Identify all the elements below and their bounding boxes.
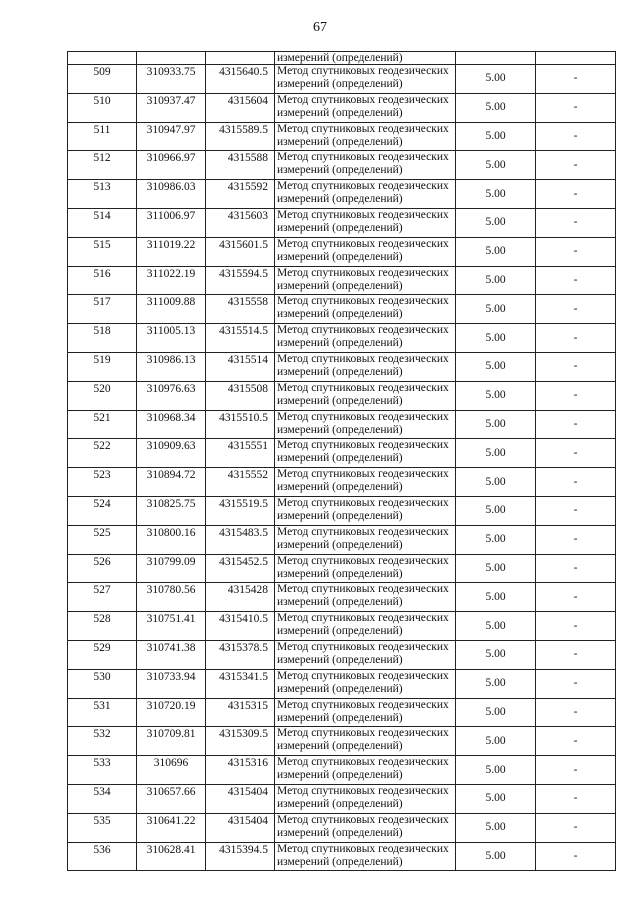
method-line-2: измерений (определений) [277, 711, 403, 724]
cell-accuracy: 5.00 [456, 554, 536, 583]
cell-accuracy: 5.00 [456, 122, 536, 151]
method-line-2: измерений (определений) [277, 365, 403, 378]
method-line-2: измерений (определений) [277, 481, 403, 494]
table-row [68, 266, 616, 295]
cell-x: 310709.81 [137, 727, 206, 756]
cell-y: 4315452.5 [206, 554, 275, 583]
cell-x: 310733.94 [137, 669, 206, 698]
cell-accuracy: 5.00 [456, 352, 536, 381]
method-line-1: Метод спутниковых геодезических [277, 122, 449, 135]
cell-x: 310986.03 [137, 180, 206, 209]
method-line-1: Метод спутниковых геодезических [277, 352, 449, 365]
cell-note: - [536, 468, 616, 497]
cell-method [275, 381, 456, 410]
method-line-1: Метод спутниковых геодезических [277, 669, 449, 682]
cell-num: 511 [68, 122, 137, 151]
cell-method [275, 813, 456, 842]
method-line-1: Метод спутниковых геодезических [277, 842, 449, 855]
table-row [68, 439, 616, 468]
method-line-1: Метод спутниковых геодезических [277, 468, 449, 481]
method-line-1: Метод спутниковых геодезических [277, 180, 449, 193]
cell-y: 4315404 [206, 813, 275, 842]
cell-method [275, 93, 456, 122]
cell-y: 4315558 [206, 295, 275, 324]
cell-x: 310741.38 [137, 640, 206, 669]
method-line-2: измерений (определений) [277, 164, 403, 177]
cell-num: 529 [68, 640, 137, 669]
cell-num: 509 [68, 65, 137, 94]
cell-num: 520 [68, 381, 137, 410]
cell-method [275, 583, 456, 612]
cell-y: 4315315 [206, 698, 275, 727]
cell-num: 526 [68, 554, 137, 583]
method-line-1: Метод спутниковых геодезических [277, 208, 449, 221]
cell-y: 4315601.5 [206, 237, 275, 266]
cell-x: 311009.88 [137, 295, 206, 324]
cell-accuracy: 5.00 [456, 698, 536, 727]
table-row [68, 122, 616, 151]
method-line-1: Метод спутниковых геодезических [277, 237, 449, 250]
cell-x: 310894.72 [137, 468, 206, 497]
cell-y: 4315428 [206, 583, 275, 612]
cell-accuracy: 5.00 [456, 237, 536, 266]
table-row [68, 669, 616, 698]
cell-y: 4315309.5 [206, 727, 275, 756]
method-line-2: измерений (определений) [277, 797, 403, 810]
cell-accuracy: 5.00 [456, 324, 536, 353]
table-row [68, 784, 616, 813]
cell-num: 510 [68, 93, 137, 122]
cell-method [275, 237, 456, 266]
cell-accuracy: 5.00 [456, 496, 536, 525]
cell-note: - [536, 352, 616, 381]
method-line-2: измерений (определений) [277, 653, 403, 666]
table-row [68, 583, 616, 612]
table-row [68, 842, 616, 871]
cell-num: 512 [68, 151, 137, 180]
method-line-1: Метод спутниковых геодезических [277, 151, 449, 164]
cell-method [275, 122, 456, 151]
method-line-2: измерений (определений) [277, 308, 403, 321]
method-line-2: измерений (определений) [277, 221, 403, 234]
cell-y: 4315508 [206, 381, 275, 410]
table-row [68, 554, 616, 583]
cell-note: - [536, 756, 616, 785]
cell-note: - [536, 784, 616, 813]
method-line-1: Метод спутниковых геодезических [277, 93, 449, 106]
cell-x: 310968.34 [137, 410, 206, 439]
cell-method [275, 612, 456, 641]
method-line-1: Метод спутниковых геодезических [277, 439, 449, 452]
cell-method [275, 669, 456, 698]
cell-note: - [536, 122, 616, 151]
table-row [68, 525, 616, 554]
cell-x: 310937.47 [137, 93, 206, 122]
method-line-1: Метод спутниковых геодезических [277, 727, 449, 740]
method-line-1: Метод спутниковых геодезических [277, 612, 449, 625]
cell-num: 525 [68, 525, 137, 554]
cell-note: - [536, 295, 616, 324]
table-row [68, 208, 616, 237]
cell-x: 310657.66 [137, 784, 206, 813]
cell-method [275, 727, 456, 756]
table-row-continuation [68, 52, 616, 65]
method-line-2: измерений (определений) [277, 250, 403, 263]
cell-accuracy: 5.00 [456, 208, 536, 237]
cell-y: 4315594.5 [206, 266, 275, 295]
table-row [68, 813, 616, 842]
cell-method [275, 208, 456, 237]
cell-x: 310986.13 [137, 352, 206, 381]
cell-num: 527 [68, 583, 137, 612]
cell-x: 311006.97 [137, 208, 206, 237]
cell-method [275, 410, 456, 439]
cell-note: - [536, 496, 616, 525]
cell-method: измерений (определений) [275, 52, 456, 65]
table-row [68, 180, 616, 209]
cell-x: 310800.16 [137, 525, 206, 554]
page-number: 67 [313, 20, 327, 35]
cell-x: 310799.09 [137, 554, 206, 583]
cell-y: 4315514 [206, 352, 275, 381]
cell-y: 4315514.5 [206, 324, 275, 353]
cell-y: 4315316 [206, 756, 275, 785]
cell-x: 311005.13 [137, 324, 206, 353]
cell-num: 514 [68, 208, 137, 237]
method-line-2: измерений (определений) [277, 423, 403, 436]
cell-y: 4315589.5 [206, 122, 275, 151]
table-row [68, 324, 616, 353]
cell-note: - [536, 151, 616, 180]
cell-note: - [536, 237, 616, 266]
cell-x: 310780.56 [137, 583, 206, 612]
cell-accuracy: 5.00 [456, 612, 536, 641]
cell-num: 535 [68, 813, 137, 842]
cell-num: 516 [68, 266, 137, 295]
method-line-2: измерений (определений) [277, 625, 403, 638]
cell-num: 515 [68, 237, 137, 266]
cell-x: 311019.22 [137, 237, 206, 266]
cell-accuracy: 5.00 [456, 727, 536, 756]
cell-method [275, 640, 456, 669]
cell-num: 533 [68, 756, 137, 785]
cell-num: 531 [68, 698, 137, 727]
cell-num: 513 [68, 180, 137, 209]
cell-accuracy: 5.00 [456, 410, 536, 439]
cell-num: 532 [68, 727, 137, 756]
table-row [68, 93, 616, 122]
method-line-1: Метод спутниковых геодезических [277, 525, 449, 538]
cell-num: 522 [68, 439, 137, 468]
cell-accuracy: 5.00 [456, 640, 536, 669]
table-row [68, 640, 616, 669]
cell-method [275, 439, 456, 468]
cell-note [536, 52, 616, 65]
cell-accuracy [456, 52, 536, 65]
cell-note: - [536, 439, 616, 468]
cell-x: 310628.41 [137, 842, 206, 871]
cell-method [275, 352, 456, 381]
method-line-1: Метод спутниковых геодезических [277, 784, 449, 797]
cell-method [275, 468, 456, 497]
cell-note: - [536, 266, 616, 295]
cell-note: - [536, 554, 616, 583]
method-line-2: измерений (определений) [277, 769, 403, 782]
method-line-1: Метод спутниковых геодезических [277, 381, 449, 394]
cell-x: 310966.97 [137, 151, 206, 180]
cell-accuracy: 5.00 [456, 756, 536, 785]
cell-y: 4315592 [206, 180, 275, 209]
table-row [68, 295, 616, 324]
table-row [68, 698, 616, 727]
cell-note: - [536, 525, 616, 554]
cell-accuracy: 5.00 [456, 93, 536, 122]
cell-accuracy: 5.00 [456, 525, 536, 554]
cell-num: 519 [68, 352, 137, 381]
cell-num: 534 [68, 784, 137, 813]
cell-note: - [536, 93, 616, 122]
cell-num [68, 52, 137, 65]
cell-num: 523 [68, 468, 137, 497]
method-line-2: измерений (определений) [277, 538, 403, 551]
cell-y: 4315410.5 [206, 612, 275, 641]
cell-method [275, 698, 456, 727]
cell-note: - [536, 640, 616, 669]
method-line-2: измерений (определений) [277, 596, 403, 609]
method-line-1: Метод спутниковых геодезических [277, 324, 449, 337]
cell-y: 4315341.5 [206, 669, 275, 698]
method-line-2: измерений (определений) [277, 279, 403, 292]
coordinates-table [67, 51, 616, 871]
method-line-2: измерений (определений) [277, 452, 403, 465]
table-row [68, 756, 616, 785]
cell-accuracy: 5.00 [456, 813, 536, 842]
cell-accuracy: 5.00 [456, 669, 536, 698]
cell-x [137, 52, 206, 65]
method-line-2: измерений (определений) [277, 394, 403, 407]
method-line-2: измерений (определений) [277, 509, 403, 522]
cell-method [275, 496, 456, 525]
cell-accuracy: 5.00 [456, 180, 536, 209]
cell-x: 310909.63 [137, 439, 206, 468]
cell-accuracy: 5.00 [456, 381, 536, 410]
cell-accuracy: 5.00 [456, 151, 536, 180]
cell-method [275, 65, 456, 94]
cell-note: - [536, 669, 616, 698]
cell-accuracy: 5.00 [456, 784, 536, 813]
cell-method [275, 554, 456, 583]
table-row [68, 612, 616, 641]
cell-x: 310976.63 [137, 381, 206, 410]
cell-x: 310825.75 [137, 496, 206, 525]
method-line-2: измерений (определений) [277, 826, 403, 839]
cell-x: 310933.75 [137, 65, 206, 94]
cell-num: 521 [68, 410, 137, 439]
cell-method [275, 784, 456, 813]
table-row [68, 151, 616, 180]
cell-x: 311022.19 [137, 266, 206, 295]
cell-note: - [536, 842, 616, 871]
cell-accuracy: 5.00 [456, 295, 536, 324]
cell-method [275, 756, 456, 785]
cell-num: 524 [68, 496, 137, 525]
cell-method [275, 525, 456, 554]
cell-method [275, 180, 456, 209]
method-line-1: Метод спутниковых геодезических [277, 266, 449, 279]
cell-note: - [536, 180, 616, 209]
cell-y: 4315588 [206, 151, 275, 180]
cell-method [275, 151, 456, 180]
method-line-2: измерений (определений) [277, 78, 403, 90]
cell-num: 530 [68, 669, 137, 698]
cell-y: 4315404 [206, 784, 275, 813]
table-row [68, 65, 616, 94]
table-row [68, 496, 616, 525]
cell-accuracy: 5.00 [456, 468, 536, 497]
cell-y: 4315483.5 [206, 525, 275, 554]
method-line-2: измерений (определений) [277, 106, 403, 119]
cell-note: - [536, 381, 616, 410]
method-line-2: измерений (определений) [277, 740, 403, 753]
method-line-2: измерений (определений) [277, 135, 403, 148]
cell-accuracy: 5.00 [456, 583, 536, 612]
table-row [68, 410, 616, 439]
cell-note: - [536, 727, 616, 756]
cell-accuracy: 5.00 [456, 842, 536, 871]
cell-accuracy: 5.00 [456, 65, 536, 94]
method-line-2: измерений (определений) [277, 682, 403, 695]
method-line-1: Метод спутниковых геодезических [277, 554, 449, 567]
cell-method [275, 266, 456, 295]
method-line-1: Метод спутниковых геодезических [277, 698, 449, 711]
method-line-1: Метод спутниковых геодезических [277, 756, 449, 769]
cell-x: 310641.22 [137, 813, 206, 842]
method-line-2: измерений (определений) [277, 855, 403, 868]
cell-note: - [536, 813, 616, 842]
cell-method [275, 842, 456, 871]
cell-num: 528 [68, 612, 137, 641]
method-line-1: Метод спутниковых геодезических [277, 496, 449, 509]
cell-note: - [536, 324, 616, 353]
cell-num: 517 [68, 295, 137, 324]
method-line-2: измерений (определений) [277, 337, 403, 350]
cell-y: 4315552 [206, 468, 275, 497]
cell-y: 4315510.5 [206, 410, 275, 439]
cell-y: 4315394.5 [206, 842, 275, 871]
cell-y [206, 52, 275, 65]
cell-num: 536 [68, 842, 137, 871]
table-row [68, 727, 616, 756]
table-row [68, 352, 616, 381]
cell-y: 4315603 [206, 208, 275, 237]
table-row [68, 381, 616, 410]
cell-x: 310696 [137, 756, 206, 785]
cell-num: 518 [68, 324, 137, 353]
method-line-2: измерений (определений) [277, 193, 403, 206]
cell-note: - [536, 410, 616, 439]
cell-x: 310947.97 [137, 122, 206, 151]
cell-note: - [536, 612, 616, 641]
cell-note: - [536, 208, 616, 237]
method-line-1: Метод спутниковых геодезических [277, 410, 449, 423]
method-line-1: Метод спутниковых геодезических [277, 583, 449, 596]
method-line-2: измерений (определений) [277, 567, 403, 580]
cell-method [275, 295, 456, 324]
method-line-1: Метод спутниковых геодезических [277, 65, 449, 77]
cell-x: 310751.41 [137, 612, 206, 641]
cell-method [275, 324, 456, 353]
method-line-1: Метод спутниковых геодезических [277, 813, 449, 826]
cell-y: 4315519.5 [206, 496, 275, 525]
table-row [68, 237, 616, 266]
cell-accuracy: 5.00 [456, 266, 536, 295]
method-line-1: Метод спутниковых геодезических [277, 640, 449, 653]
cell-accuracy: 5.00 [456, 439, 536, 468]
cell-x: 310720.19 [137, 698, 206, 727]
cell-note: - [536, 698, 616, 727]
table-row [68, 468, 616, 497]
cell-note: - [536, 65, 616, 94]
cell-note: - [536, 583, 616, 612]
method-line-1: Метод спутниковых геодезических [277, 295, 449, 308]
cell-y: 4315378.5 [206, 640, 275, 669]
cell-y: 4315551 [206, 439, 275, 468]
cell-y: 4315604 [206, 93, 275, 122]
cell-y: 4315640.5 [206, 65, 275, 94]
